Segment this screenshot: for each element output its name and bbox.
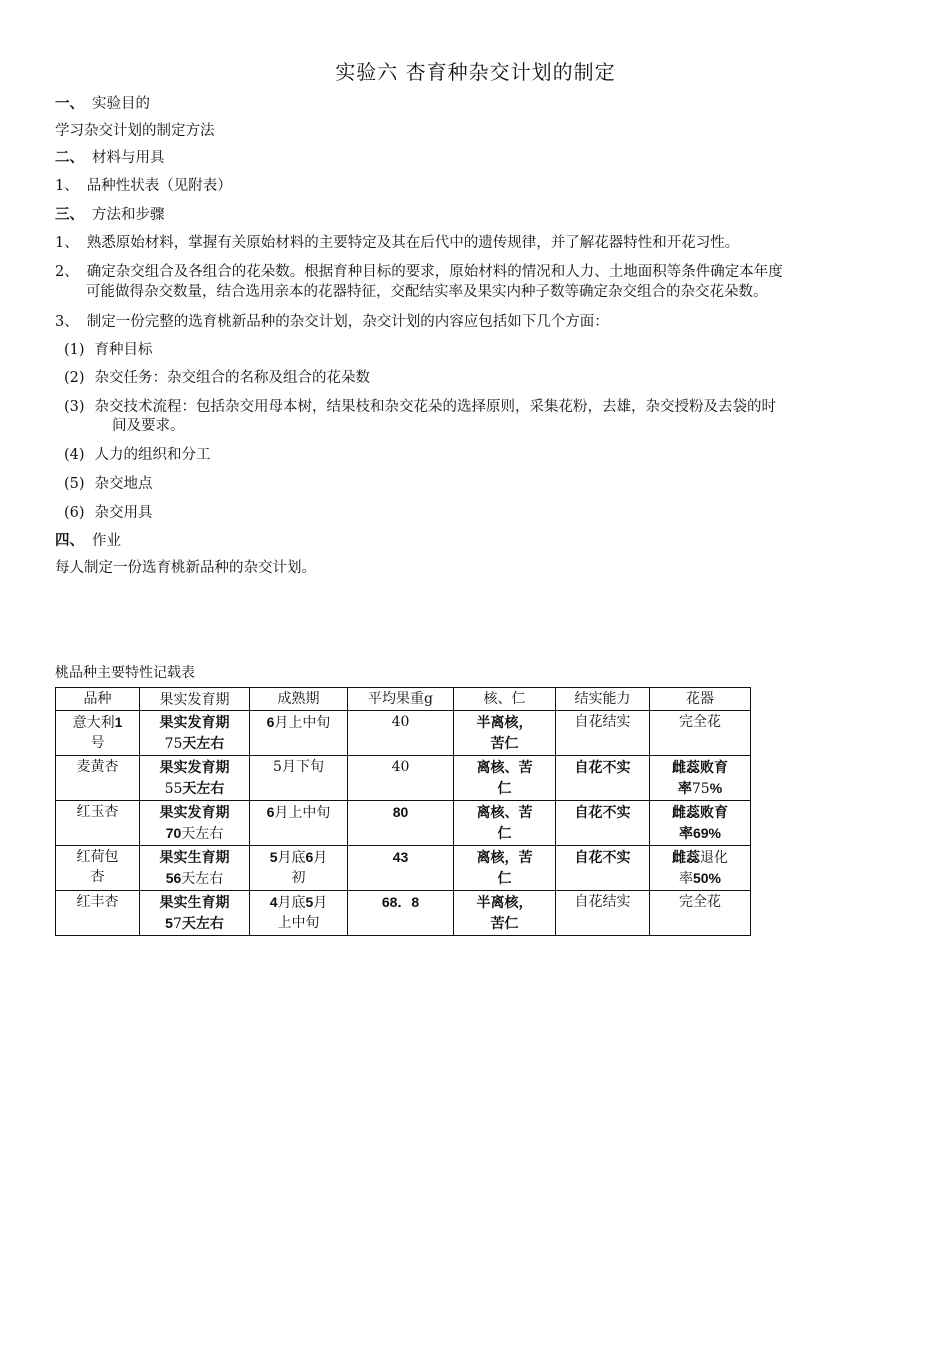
sub-item [64, 338, 153, 359]
cell-fruit-weight [348, 846, 454, 891]
material-item [55, 174, 232, 195]
cell-text: 果实发育期 [159, 714, 230, 730]
variety-table [55, 687, 751, 936]
cell-text: 4 [269, 894, 278, 910]
cell-text: 仁 [497, 780, 512, 796]
table-body [56, 711, 751, 936]
cell-text: 天左右 [182, 780, 225, 796]
cell-text: 上中旬 [277, 915, 320, 931]
item-number: 2、 [55, 264, 79, 280]
table-row [56, 711, 751, 756]
table-row [56, 756, 751, 801]
cell-text: 号 [90, 735, 105, 751]
item-number: (2) [64, 370, 85, 386]
cell-text: 红玉杏 [76, 804, 119, 820]
item-text: 杂交地点 [94, 476, 153, 492]
cell-maturity [250, 846, 348, 891]
cell-fruiting-ability [556, 891, 650, 936]
item-number: (1) [64, 342, 85, 358]
cell-variety [56, 891, 140, 936]
header-pit-kernel: 核、仁 [454, 688, 556, 711]
cell-text: 离核，苦 [476, 849, 533, 865]
item-text: 确定杂交组合及各组合的花朵数。根据育种目标的要求，原始材料的情况和人力、土地面积等条件确定本年度 [86, 264, 783, 280]
cell-variety [56, 711, 140, 756]
cell-text: 月上中旬 [274, 805, 331, 821]
step-item [55, 260, 783, 281]
section-number: 一、 [55, 96, 84, 112]
cell-text: 5月下旬 [273, 759, 324, 775]
item-text: 杂交用具 [94, 505, 153, 521]
cell-variety [56, 756, 140, 801]
cell-text: 意大利 [72, 715, 115, 731]
section-title: 实验目的 [92, 96, 150, 112]
cell-text: 自花不实 [574, 804, 631, 820]
cell-development-period [140, 846, 250, 891]
cell-pit-kernel [454, 891, 556, 936]
cell-text: 率 [677, 780, 692, 796]
cell-fruit-weight [348, 756, 454, 801]
cell-maturity [250, 801, 348, 846]
purpose-text: 学习杂交计划的制定方法 [55, 123, 215, 139]
cell-text: 仁 [497, 825, 512, 841]
section-title: 材料与用具 [92, 150, 165, 166]
cell-text: 自花不实 [574, 759, 631, 775]
cell-fruiting-ability [556, 711, 650, 756]
cell-text: 雌蕊败育 [672, 759, 728, 775]
cell-text: 月底 [277, 850, 306, 866]
cell-text: 7 [172, 916, 182, 932]
cell-text: 40 [391, 759, 410, 775]
sub-item [64, 501, 153, 522]
step-item [55, 231, 739, 252]
item-number: 3、 [55, 314, 79, 330]
sub-item [64, 366, 370, 387]
cell-text: 天左右 [181, 826, 224, 842]
cell-text: 离核、苦 [476, 759, 533, 775]
sub-item-continued: 间及要求。 [112, 418, 185, 434]
cell-development-period [140, 756, 250, 801]
cell-text: 50% [692, 870, 722, 886]
cell-text: 1 [114, 714, 123, 730]
page-title: 实验六 杏育种杂交计划的制定 [335, 60, 616, 84]
cell-text: 56 [165, 870, 182, 886]
header-flower: 花器 [650, 688, 751, 711]
cell-text: 自花结实 [574, 894, 631, 910]
sub-item [64, 395, 776, 416]
cell-variety [56, 846, 140, 891]
cell-text: 55 [164, 781, 183, 797]
cell-text: 6 [266, 804, 275, 820]
cell-text: 离核、苦 [476, 804, 533, 820]
cell-text: 自花结实 [574, 714, 631, 730]
cell-fruit-weight [348, 801, 454, 846]
cell-text: 率69% [678, 825, 722, 841]
table-row [56, 801, 751, 846]
cell-maturity [250, 891, 348, 936]
cell-text: 退化 [700, 850, 728, 866]
section-heading-homework [55, 529, 121, 550]
cell-maturity [250, 711, 348, 756]
cell-flower [650, 891, 751, 936]
item-text: 杂交技术流程：包括杂交用母本树，结果枝和杂交花朵的选择原则，采集花粉，去雄，杂交授粉及去袋的时 [94, 399, 777, 415]
cell-flower [650, 756, 751, 801]
section-heading-methods [55, 203, 165, 224]
cell-fruit-weight [348, 711, 454, 756]
header-fruit-weight: 平均果重g [348, 688, 454, 711]
cell-text: 完全花 [679, 714, 721, 730]
cell-flower [650, 846, 751, 891]
cell-text: 红丰杏 [76, 894, 119, 910]
cell-text: 苦仁 [490, 735, 519, 751]
cell-text: % [709, 780, 723, 796]
section-heading-purpose [55, 92, 150, 113]
section-number: 四、 [55, 533, 84, 549]
cell-text: 红荷包 [76, 849, 119, 865]
cell-text: 68．8 [381, 894, 420, 910]
section-number: 三、 [55, 207, 84, 223]
header-fruiting-ability: 结实能力 [556, 688, 650, 711]
cell-text: 果实生育期 [159, 894, 230, 910]
table-header-row [56, 688, 751, 711]
cell-text: 自花不实 [574, 849, 631, 865]
cell-maturity [250, 756, 348, 801]
item-number: (5) [64, 476, 85, 492]
cell-text: 43 [392, 849, 409, 865]
cell-text: 月 [313, 895, 328, 911]
cell-text: 雌蕊 [672, 849, 700, 865]
cell-text: 天左右 [182, 735, 225, 751]
table-row [56, 846, 751, 891]
cell-text: 麦黄杏 [76, 759, 119, 775]
cell-pit-kernel [454, 711, 556, 756]
cell-text: 80 [392, 804, 409, 820]
cell-text: 5 [165, 915, 173, 931]
cell-fruiting-ability [556, 756, 650, 801]
item-text: 熟悉原始材料，掌握有关原始材料的主要特定及其在后代中的遗传规律，并了解花器特性和开花习性。 [86, 235, 740, 251]
item-text: 品种性状表（见附表） [86, 178, 232, 194]
cell-pit-kernel [454, 846, 556, 891]
sub-item [64, 472, 153, 493]
step-item [55, 310, 609, 331]
cell-text: 月上中旬 [274, 715, 331, 731]
cell-fruiting-ability [556, 801, 650, 846]
cell-text: 5 [305, 894, 314, 910]
cell-text: 75 [691, 781, 710, 797]
item-number: 1、 [55, 178, 79, 194]
cell-text: 仁 [497, 870, 512, 886]
cell-fruiting-ability [556, 846, 650, 891]
cell-text: 半离核， [476, 714, 533, 730]
cell-text: 率 [678, 871, 693, 887]
cell-text: 初 [291, 870, 306, 886]
cell-text: 半离核， [476, 894, 533, 910]
cell-pit-kernel [454, 756, 556, 801]
header-maturity: 成熟期 [250, 688, 348, 711]
section-number: 二、 [55, 150, 84, 166]
item-number: (6) [64, 505, 85, 521]
item-text: 制定一份完整的选育桃新品种的杂交计划，杂交计划的内容应包括如下几个方面： [86, 314, 609, 330]
cell-text: 天左右 [181, 871, 224, 887]
cell-text: 杏 [90, 869, 105, 885]
item-number: (3) [64, 399, 85, 415]
cell-text: 果实生育期 [159, 849, 230, 865]
item-text: 杂交任务：杂交组合的名称及组合的花朵数 [94, 370, 371, 386]
cell-text: 天左右 [181, 915, 224, 931]
cell-text: 6 [266, 714, 275, 730]
cell-text: 40 [391, 714, 410, 730]
header-development-period: 果实发育期 [140, 688, 250, 711]
sub-item [64, 443, 211, 464]
step-item-continued: 可能做得杂交数量，结合选用亲本的花器特征，交配结实率及果实内种子数等确定杂交组合的杂交花朵数。 [86, 284, 768, 300]
item-text: 人力的组织和分工 [94, 447, 211, 463]
cell-variety [56, 801, 140, 846]
table-caption: 桃品种主要特性记载表 [55, 665, 195, 681]
cell-text: 月底 [277, 895, 306, 911]
table-row [56, 891, 751, 936]
cell-text: 果实发育期 [159, 804, 230, 820]
cell-flower [650, 711, 751, 756]
cell-text: 6 [305, 849, 314, 865]
cell-text: 苦仁 [490, 915, 519, 931]
cell-text: 75 [164, 736, 183, 752]
section-heading-materials [55, 146, 165, 167]
cell-fruit-weight [348, 891, 454, 936]
cell-development-period [140, 711, 250, 756]
cell-text: 70 [165, 825, 182, 841]
item-number: (4) [64, 447, 85, 463]
header-variety: 品种 [56, 688, 140, 711]
cell-development-period [140, 891, 250, 936]
cell-text: 月 [313, 850, 328, 866]
section-title: 方法和步骤 [92, 207, 165, 223]
cell-text: 果实发育期 [159, 759, 230, 775]
cell-development-period [140, 801, 250, 846]
item-text: 育种目标 [94, 342, 153, 358]
cell-text: 5 [269, 849, 278, 865]
cell-pit-kernel [454, 801, 556, 846]
item-number: 1、 [55, 235, 79, 251]
cell-flower [650, 801, 751, 846]
section-title: 作业 [92, 533, 121, 549]
cell-text: 雌蕊败育 [672, 804, 728, 820]
homework-text: 每人制定一份选育桃新品种的杂交计划。 [55, 560, 316, 576]
cell-text: 完全花 [679, 894, 721, 910]
